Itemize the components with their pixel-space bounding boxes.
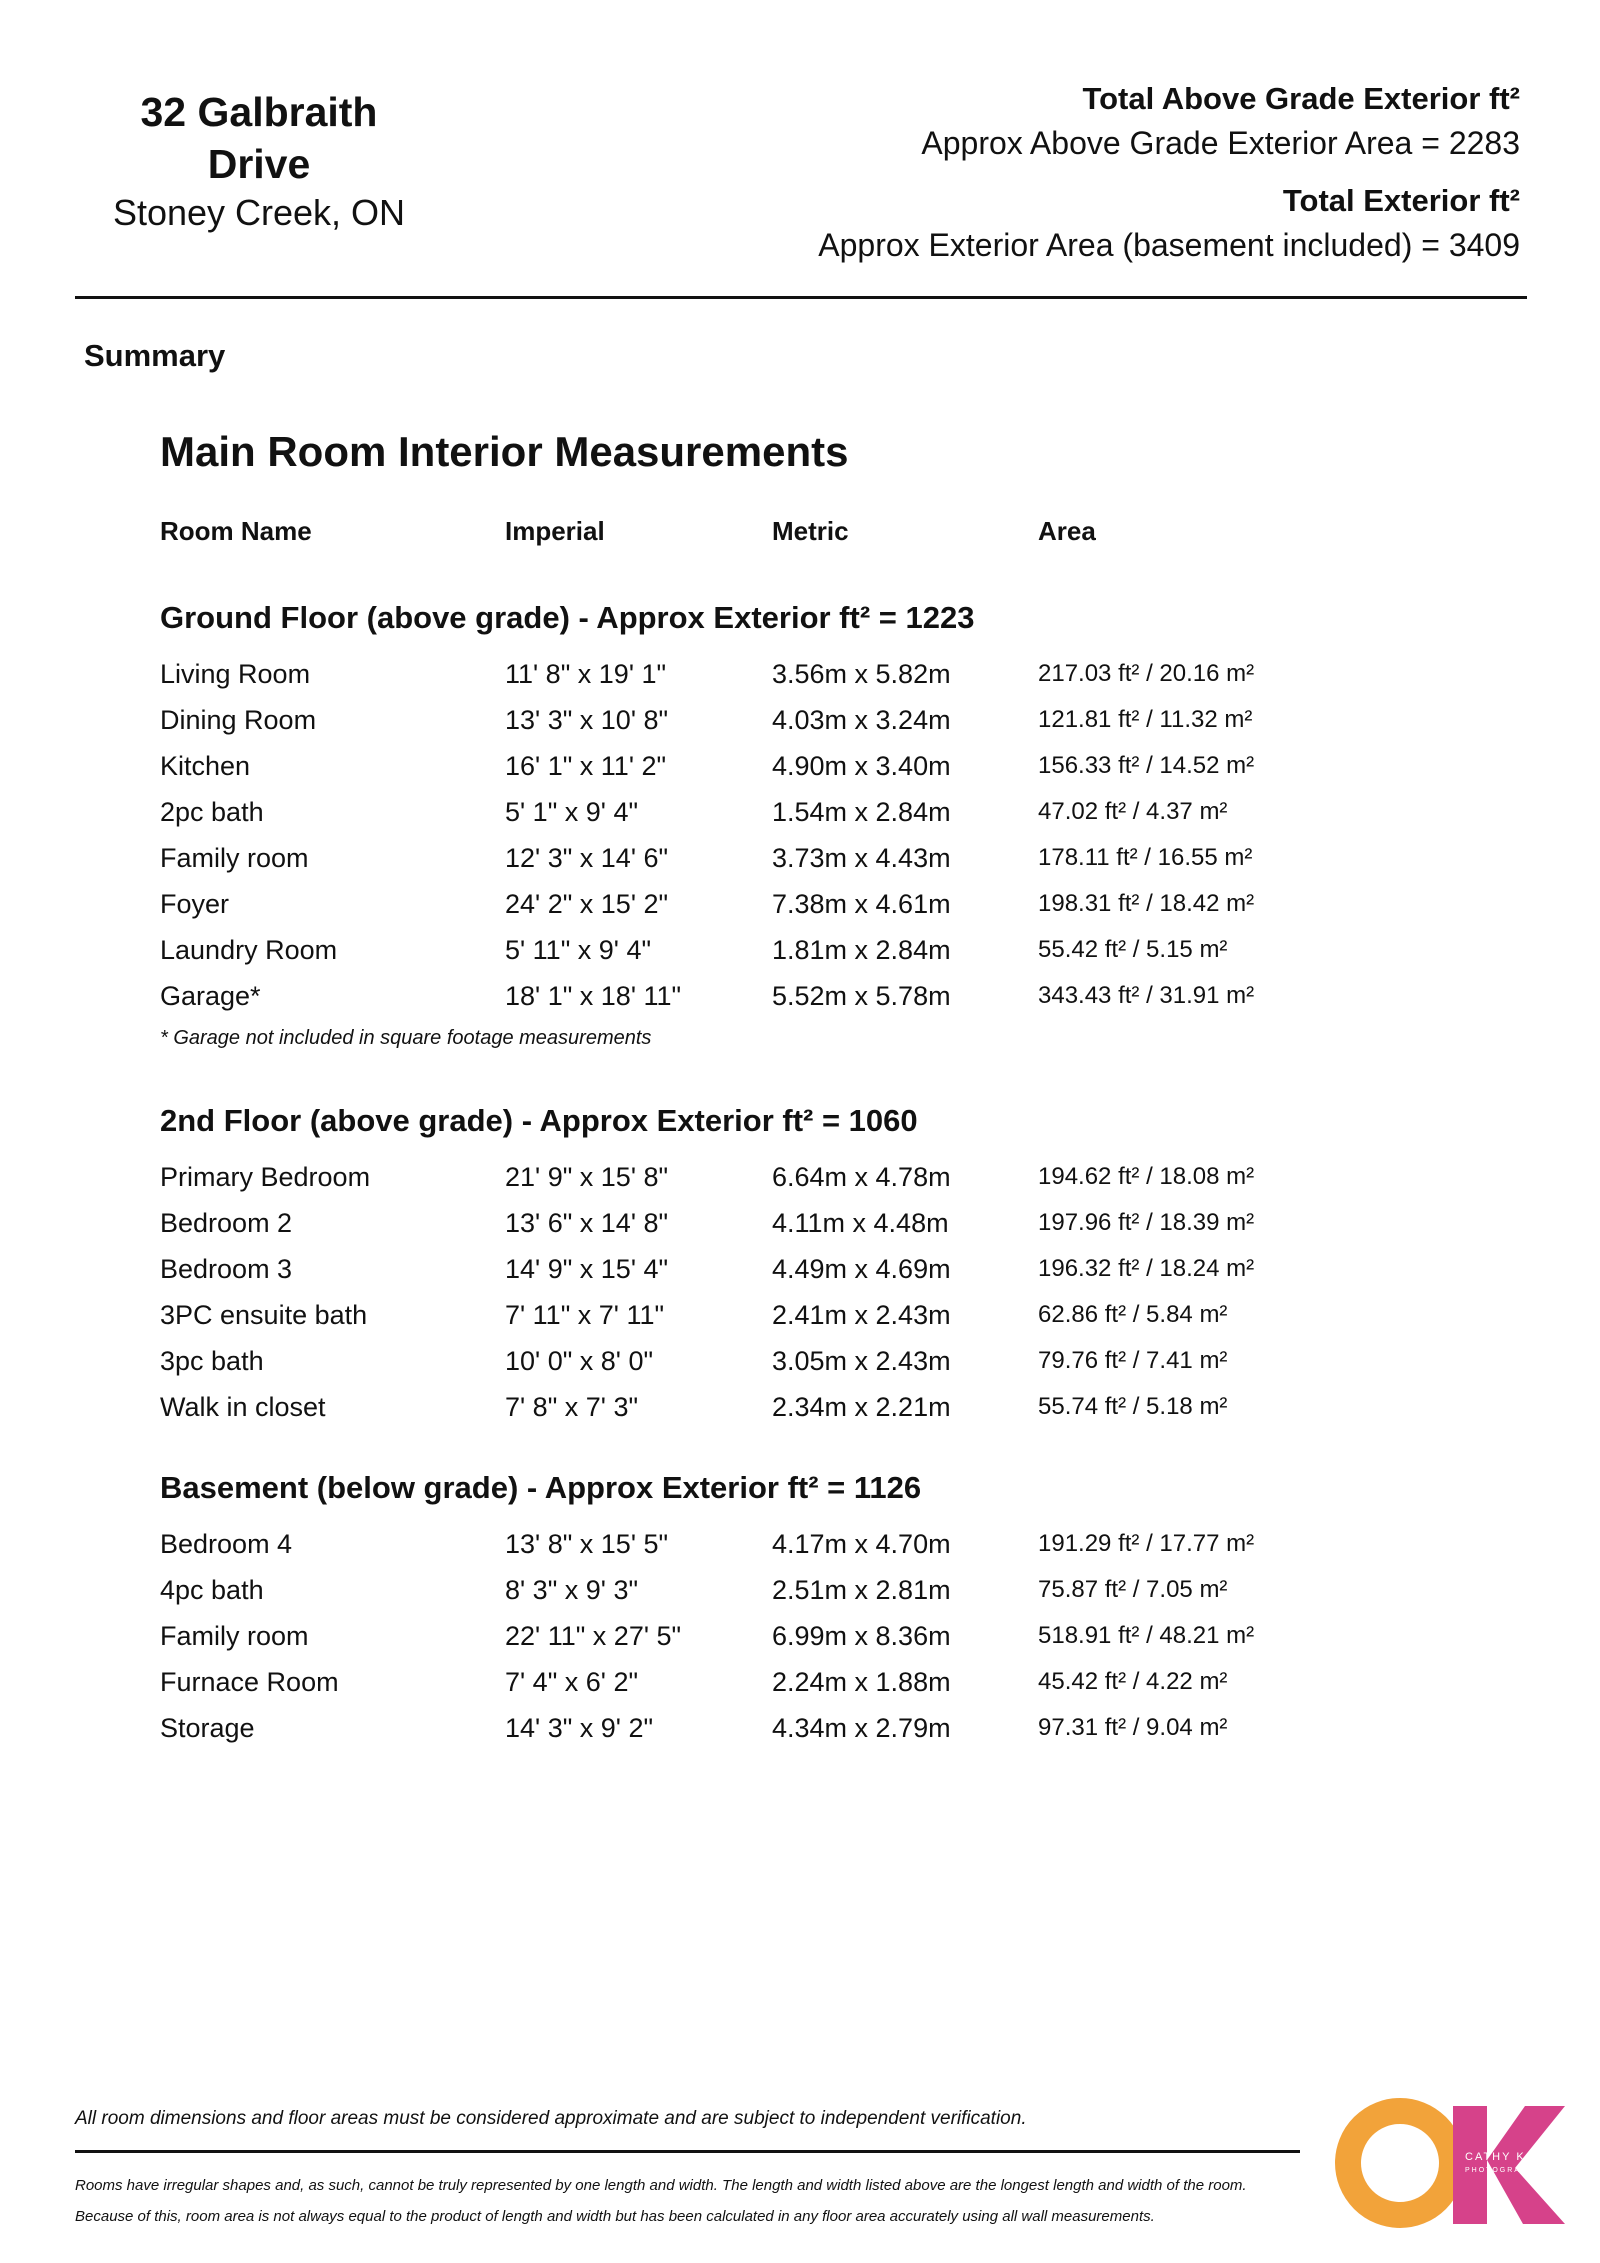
logo-text-line1: CATHY KOOP xyxy=(1465,2151,1557,2163)
room-area: 198.31 ft² / 18.42 m² xyxy=(1038,890,1255,917)
address-city: Stoney Creek, ON xyxy=(112,192,406,233)
room-row xyxy=(160,743,1360,789)
room-row xyxy=(160,697,1360,743)
room-imperial: 14' 3" x 9' 2" xyxy=(505,1713,654,1743)
room-imperial: 12' 3" x 14' 6" xyxy=(505,843,669,873)
room-row xyxy=(160,1384,1360,1430)
room-metric: 1.54m x 2.84m xyxy=(772,797,951,827)
room-metric: 6.64m x 4.78m xyxy=(772,1162,951,1192)
exterior-totals xyxy=(818,78,1520,282)
room-imperial: 11' 8" x 19' 1" xyxy=(505,659,667,689)
room-row xyxy=(160,1567,1360,1613)
room-imperial: 13' 3" x 10' 8" xyxy=(505,705,669,735)
room-imperial: 5' 1" x 9' 4" xyxy=(505,797,639,827)
room-metric: 4.90m x 3.40m xyxy=(772,751,951,781)
logo-k-shape xyxy=(1453,2106,1565,2224)
room-list xyxy=(160,651,1360,1019)
room-name: Garage* xyxy=(160,981,261,1011)
room-name: Storage xyxy=(160,1713,255,1743)
room-name: Furnace Room xyxy=(160,1667,339,1697)
section-title: Ground Floor (above grade) - Approx Exterior ft² = 1223 xyxy=(160,600,975,635)
room-name: 3PC ensuite bath xyxy=(160,1300,368,1330)
column-header-imperial: Imperial xyxy=(505,516,605,546)
footer-divider xyxy=(75,2150,1300,2153)
room-name: Bedroom 3 xyxy=(160,1254,293,1284)
room-metric: 2.34m x 2.21m xyxy=(772,1392,951,1422)
room-imperial: 13' 8" x 15' 5" xyxy=(505,1529,669,1559)
section-ground-floor xyxy=(160,593,1360,1055)
disclaimer-text: All room dimensions and floor areas must be considered approximate and are subject to independent verification. xyxy=(75,2108,1027,2129)
room-metric: 2.51m x 2.81m xyxy=(772,1575,951,1605)
room-row xyxy=(160,1200,1360,1246)
room-name: Dining Room xyxy=(160,705,317,735)
room-metric: 3.56m x 5.82m xyxy=(772,659,951,689)
room-imperial: 22' 11" x 27' 5" xyxy=(505,1621,682,1651)
room-area: 47.02 ft² / 4.37 m² xyxy=(1038,798,1228,825)
room-area: 194.62 ft² / 18.08 m² xyxy=(1038,1163,1255,1190)
room-area: 55.74 ft² / 5.18 m² xyxy=(1038,1393,1228,1420)
room-metric: 2.24m x 1.88m xyxy=(772,1667,951,1697)
room-metric: 2.41m x 2.43m xyxy=(772,1300,951,1330)
room-name: 3pc bath xyxy=(160,1346,264,1376)
room-name: Primary Bedroom xyxy=(160,1162,371,1192)
room-metric: 4.49m x 4.69m xyxy=(772,1254,951,1284)
room-imperial: 7' 4" x 6' 2" xyxy=(505,1667,639,1697)
room-imperial: 7' 11" x 7' 11" xyxy=(505,1300,665,1330)
measurement-note xyxy=(75,2170,1305,2232)
measurement-note-line1: Rooms have irregular shapes and, as such, cannot be truly represented by one length and width. The length and width listed above are the longest length and width of the room. xyxy=(75,2177,1247,2194)
above-grade-value: Approx Above Grade Exterior Area = 2283 xyxy=(921,125,1520,161)
room-metric: 3.05m x 2.43m xyxy=(772,1346,951,1376)
room-imperial: 7' 8" x 7' 3" xyxy=(505,1392,639,1422)
above-grade-title: Total Above Grade Exterior ft² xyxy=(1082,81,1520,116)
room-imperial: 16' 1" x 11' 2" xyxy=(505,751,667,781)
logo-text-line2: PHOTOGRAPHY xyxy=(1465,2167,1542,2174)
room-metric: 7.38m x 4.61m xyxy=(772,889,951,919)
room-name: Foyer xyxy=(160,889,230,919)
page-title: Main Room Interior Measurements xyxy=(160,428,849,475)
room-metric: 1.81m x 2.84m xyxy=(772,935,951,965)
room-name: Family room xyxy=(160,843,309,873)
total-exterior-value: Approx Exterior Area (basement included) = 3409 xyxy=(818,227,1520,263)
room-metric: 6.99m x 8.36m xyxy=(772,1621,951,1651)
section-title: Basement (below grade) - Approx Exterior ft² = 1126 xyxy=(160,1470,922,1505)
header-divider xyxy=(75,296,1527,299)
room-metric: 3.73m x 4.43m xyxy=(772,843,951,873)
room-area: 191.29 ft² / 17.77 m² xyxy=(1038,1530,1255,1557)
room-area: 75.87 ft² / 7.05 m² xyxy=(1038,1576,1228,1603)
room-row xyxy=(160,789,1360,835)
total-exterior-title: Total Exterior ft² xyxy=(1282,183,1520,218)
column-header-room-name: Room Name xyxy=(160,516,312,546)
room-row xyxy=(160,927,1360,973)
room-metric: 4.17m x 4.70m xyxy=(772,1529,951,1559)
room-name: Laundry Room xyxy=(160,935,338,965)
room-metric: 4.34m x 2.79m xyxy=(772,1713,951,1743)
room-imperial: 18' 1" x 18' 11" xyxy=(505,981,682,1011)
room-row xyxy=(160,835,1360,881)
room-area: 217.03 ft² / 20.16 m² xyxy=(1038,660,1255,687)
room-row xyxy=(160,651,1360,697)
room-name: 2pc bath xyxy=(160,797,264,827)
room-area: 79.76 ft² / 7.41 m² xyxy=(1038,1347,1228,1374)
room-area: 55.42 ft² / 5.15 m² xyxy=(1038,936,1228,963)
column-header-metric: Metric xyxy=(772,516,849,546)
garage-note: * Garage not included in square footage measurements xyxy=(160,1027,652,1049)
room-area: 178.11 ft² / 16.55 m² xyxy=(1038,844,1253,871)
room-row xyxy=(160,1705,1360,1751)
room-area: 156.33 ft² / 14.52 m² xyxy=(1038,752,1255,779)
section-title: 2nd Floor (above grade) - Approx Exterior ft² = 1060 xyxy=(160,1103,918,1138)
room-row xyxy=(160,1338,1360,1384)
room-area: 343.43 ft² / 31.91 m² xyxy=(1038,982,1255,1009)
room-imperial: 5' 11" x 9' 4" xyxy=(505,935,652,965)
room-row xyxy=(160,1246,1360,1292)
room-name: Kitchen xyxy=(160,751,251,781)
room-imperial: 10' 0" x 8' 0" xyxy=(505,1346,654,1376)
room-area: 97.31 ft² / 9.04 m² xyxy=(1038,1714,1228,1741)
column-header-area: Area xyxy=(1038,516,1096,546)
summary-label: Summary xyxy=(84,338,226,373)
room-area: 518.91 ft² / 48.21 m² xyxy=(1038,1622,1255,1649)
room-imperial: 13' 6" x 14' 8" xyxy=(505,1208,669,1238)
room-row xyxy=(160,1292,1360,1338)
measurement-note-line2: Because of this, room area is not always equal to the product of length and width but has been calculated in any floor area accurately using all wall measurements. xyxy=(75,2208,1155,2225)
room-imperial: 8' 3" x 9' 3" xyxy=(505,1575,639,1605)
property-address xyxy=(84,86,434,236)
room-row xyxy=(160,1154,1360,1200)
section-basement xyxy=(160,1463,1360,1751)
room-name: 4pc bath xyxy=(160,1575,264,1605)
room-imperial: 21' 9" x 15' 8" xyxy=(505,1162,669,1192)
room-area: 197.96 ft² / 18.39 m² xyxy=(1038,1209,1255,1236)
room-row xyxy=(160,1521,1360,1567)
room-metric: 4.03m x 3.24m xyxy=(772,705,951,735)
room-area: 196.32 ft² / 18.24 m² xyxy=(1038,1255,1255,1282)
section-second-floor xyxy=(160,1096,1360,1430)
room-list xyxy=(160,1154,1360,1430)
room-area: 121.81 ft² / 11.32 m² xyxy=(1038,706,1253,733)
room-row xyxy=(160,881,1360,927)
room-name: Walk in closet xyxy=(160,1392,326,1422)
room-area: 62.86 ft² / 5.84 m² xyxy=(1038,1301,1228,1328)
room-name: Family room xyxy=(160,1621,309,1651)
room-metric: 4.11m x 4.48m xyxy=(772,1208,949,1238)
room-area: 45.42 ft² / 4.22 m² xyxy=(1038,1668,1228,1695)
room-row xyxy=(160,1613,1360,1659)
logo-o-shape xyxy=(1348,2111,1452,2215)
address-street: 32 Galbraith Drive xyxy=(140,89,378,187)
room-row xyxy=(160,973,1360,1019)
room-row xyxy=(160,1659,1360,1705)
room-name: Bedroom 4 xyxy=(160,1529,293,1559)
room-name: Bedroom 2 xyxy=(160,1208,293,1238)
room-list xyxy=(160,1521,1360,1751)
room-imperial: 24' 2" x 15' 2" xyxy=(505,889,669,919)
ok-logo-icon xyxy=(1335,2098,1565,2228)
room-name: Living Room xyxy=(160,659,311,689)
room-metric: 5.52m x 5.78m xyxy=(772,981,951,1011)
room-imperial: 14' 9" x 15' 4" xyxy=(505,1254,669,1284)
